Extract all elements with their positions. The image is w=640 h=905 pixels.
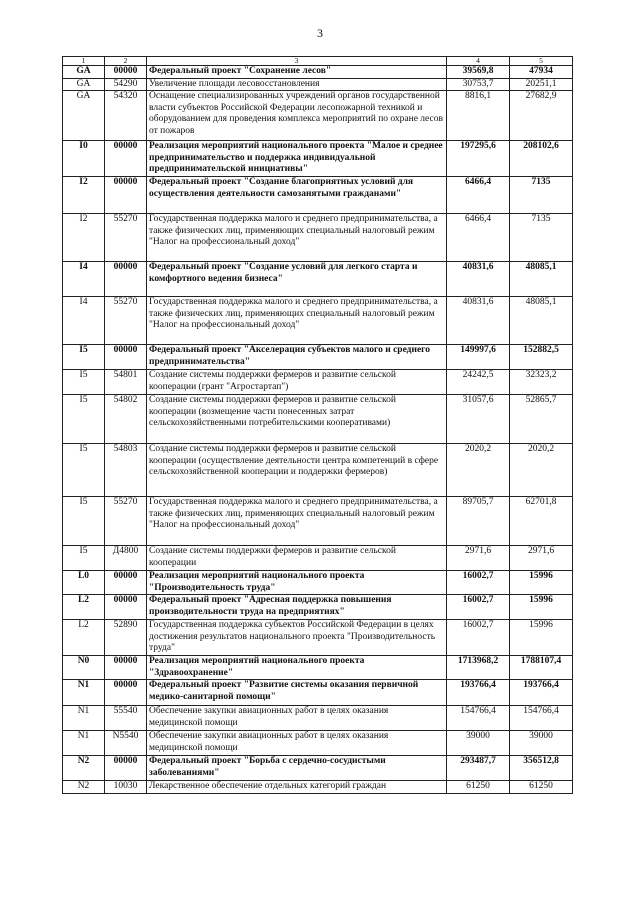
table-row (63, 66, 573, 79)
row-description: Создание системы поддержки фермеров и развитие сельской кооперации (возмещение части понесенных затрат сельскохозяйственными потребительскими кооперативами) (147, 394, 447, 443)
table-row (63, 496, 573, 545)
row-description: Создание системы поддержки фермеров и развитие сельской кооперации (грант "Агростартап") (147, 369, 447, 394)
row-code: I2 (63, 176, 105, 213)
row-value-2021: 89705,7 (447, 496, 510, 545)
table-row (63, 78, 573, 91)
table-row (63, 570, 573, 594)
row-value-2022: 152882,5 (510, 344, 573, 369)
page-number: 3 (317, 26, 323, 40)
row-code: N0 (63, 656, 105, 680)
table-row (63, 443, 573, 496)
row-value-2022: 61250 (510, 781, 573, 794)
row-value-2021: 6466,4 (447, 176, 510, 213)
row-code: I5 (63, 369, 105, 394)
row-description: Государственная поддержка малого и среднего предпринимательства, а также физических лиц, применяющих специальный налоговый режим "Налог на профессиональный доход" (147, 213, 447, 261)
row-value-2022: 27682,9 (510, 91, 573, 141)
row-value-2022: 1788107,4 (510, 656, 573, 680)
row-subcode: 55270 (105, 296, 147, 344)
row-value-2022: 356512,8 (510, 756, 573, 781)
row-description: Увеличение площади лесовосстановления (147, 78, 447, 91)
row-subcode: 00000 (105, 680, 147, 706)
row-code: N2 (63, 756, 105, 781)
row-subcode: 54290 (105, 78, 147, 91)
column-number: 2 (105, 57, 147, 66)
row-description: Обеспечение закупки авиационных работ в целях оказания медицинской помощи (147, 706, 447, 731)
row-subcode: 54320 (105, 91, 147, 141)
row-value-2021: 61250 (447, 781, 510, 794)
row-value-2021: 197295,6 (447, 141, 510, 177)
row-value-2022: 20251,1 (510, 78, 573, 91)
row-value-2021: 154766,4 (447, 706, 510, 731)
row-code: N1 (63, 706, 105, 731)
row-description: Федеральный проект "Адресная поддержка повышения производительности труда на предприятиях" (147, 595, 447, 620)
row-code: I5 (63, 344, 105, 369)
row-value-2021: 16002,7 (447, 595, 510, 620)
row-value-2022: 39000 (510, 731, 573, 756)
row-code: L2 (63, 595, 105, 620)
table-row (63, 261, 573, 296)
row-value-2021: 149997,6 (447, 344, 510, 369)
row-value-2021: 31057,6 (447, 394, 510, 443)
row-value-2022: 15996 (510, 620, 573, 656)
row-value-2021: 16002,7 (447, 620, 510, 656)
table-row (63, 731, 573, 756)
row-value-2022: 15996 (510, 570, 573, 594)
row-subcode: 00000 (105, 756, 147, 781)
row-value-2022: 47934 (510, 66, 573, 79)
table-row (63, 296, 573, 344)
row-value-2022: 7135 (510, 176, 573, 213)
row-subcode: 00000 (105, 344, 147, 369)
row-code: N1 (63, 731, 105, 756)
row-description: Создание системы поддержки фермеров и развитие сельской кооперации (осуществление деятельности центра компетенций в сфере сельскохозяйственной кооперации и поддержки фермеров) (147, 443, 447, 496)
row-subcode: 55540 (105, 706, 147, 731)
row-description: Федеральный проект "Сохранение лесов" (147, 66, 447, 79)
row-description: Государственная поддержка субъектов Российской Федерации в целях достижения результатов национального проекта "Производительность труда" (147, 620, 447, 656)
row-description: Государственная поддержка малого и среднего предпринимательства, а также физических лиц, применяющих специальный налоговый режим "Налог на профессиональный доход" (147, 296, 447, 344)
table-row (63, 91, 573, 141)
column-number: 4 (447, 57, 510, 66)
row-code: I4 (63, 296, 105, 344)
row-subcode: 00000 (105, 656, 147, 680)
row-value-2021: 2971,6 (447, 545, 510, 570)
table-row (63, 369, 573, 394)
row-code: N2 (63, 781, 105, 794)
row-code: L2 (63, 620, 105, 656)
column-number-row (63, 57, 573, 66)
row-description: Государственная поддержка малого и среднего предпринимательства, а также физических лиц, применяющих специальный налоговый режим "Налог на профессиональный доход" (147, 496, 447, 545)
row-subcode: N5540 (105, 731, 147, 756)
row-description: Федеральный проект "Создание благоприятных условий для осуществления деятельности самозанятыми гражданами" (147, 176, 447, 213)
row-description: Реализация мероприятий национального проекта "Производительность труда" (147, 570, 447, 594)
row-subcode: 00000 (105, 66, 147, 79)
row-description: Оснащение специализированных учреждений органов государственной власти субъектов Российской Федерации лесопожарной техникой и оборудованием для проведения комплекса мероприятий по охране лесов от пожаров (147, 91, 447, 141)
table-row (63, 620, 573, 656)
row-description: Федеральный проект "Борьба с сердечно-сосудистыми заболеваниями" (147, 756, 447, 781)
row-value-2021: 6466,4 (447, 213, 510, 261)
row-code: I0 (63, 141, 105, 177)
table-row (63, 394, 573, 443)
row-value-2022: 2020,2 (510, 443, 573, 496)
row-value-2021: 39569,8 (447, 66, 510, 79)
row-code: N1 (63, 680, 105, 706)
row-value-2021: 40831,6 (447, 261, 510, 296)
column-number: 5 (510, 57, 573, 66)
row-description: Реализация мероприятий национального проекта "Здравоохранение" (147, 656, 447, 680)
row-value-2021: 8816,1 (447, 91, 510, 141)
row-subcode: 54802 (105, 394, 147, 443)
row-description: Федеральный проект "Акселерация субъектов малого и среднего предпринимательства" (147, 344, 447, 369)
row-value-2021: 1713968,2 (447, 656, 510, 680)
row-subcode: 55270 (105, 496, 147, 545)
column-number: 3 (147, 57, 447, 66)
row-value-2022: 52865,7 (510, 394, 573, 443)
table-row (63, 756, 573, 781)
row-value-2022: 32323,2 (510, 369, 573, 394)
row-value-2021: 2020,2 (447, 443, 510, 496)
row-value-2022: 15996 (510, 595, 573, 620)
table-row (63, 595, 573, 620)
row-code: I5 (63, 394, 105, 443)
table-row (63, 656, 573, 680)
table-row (63, 141, 573, 177)
row-value-2022: 193766,4 (510, 680, 573, 706)
row-value-2021: 30753,7 (447, 78, 510, 91)
row-subcode: 54803 (105, 443, 147, 496)
table-row (63, 781, 573, 794)
row-code: I5 (63, 496, 105, 545)
row-subcode: 54801 (105, 369, 147, 394)
row-subcode: 55270 (105, 213, 147, 261)
row-code: GA (63, 91, 105, 141)
row-value-2021: 293487,7 (447, 756, 510, 781)
table-row (63, 706, 573, 731)
row-description: Лекарственное обеспечение отдельных категорий граждан (147, 781, 447, 794)
row-description: Создание системы поддержки фермеров и развитие сельской кооперации (147, 545, 447, 570)
row-subcode: Д4800 (105, 545, 147, 570)
row-value-2021: 24242,5 (447, 369, 510, 394)
row-description: Федеральный проект "Создание условий для легкого старта и комфортного ведения бизнеса" (147, 261, 447, 296)
row-value-2022: 62701,8 (510, 496, 573, 545)
row-value-2022: 154766,4 (510, 706, 573, 731)
row-value-2022: 7135 (510, 213, 573, 261)
row-code: I4 (63, 261, 105, 296)
column-number: 1 (63, 57, 105, 66)
row-subcode: 00000 (105, 595, 147, 620)
row-subcode: 00000 (105, 570, 147, 594)
row-code: L0 (63, 570, 105, 594)
row-value-2021: 39000 (447, 731, 510, 756)
table-row (63, 545, 573, 570)
row-value-2022: 208102,6 (510, 141, 573, 177)
table-row (63, 176, 573, 213)
row-code: I2 (63, 213, 105, 261)
row-value-2021: 193766,4 (447, 680, 510, 706)
row-value-2022: 2971,6 (510, 545, 573, 570)
row-value-2022: 48085,1 (510, 296, 573, 344)
table-row (63, 344, 573, 369)
budget-table (62, 56, 573, 794)
row-value-2021: 16002,7 (447, 570, 510, 594)
row-code: GA (63, 78, 105, 91)
row-description: Обеспечение закупки авиационных работ в целях оказания медицинской помощи (147, 731, 447, 756)
table-row (63, 680, 573, 706)
row-code: I5 (63, 545, 105, 570)
row-subcode: 00000 (105, 176, 147, 213)
table-row (63, 213, 573, 261)
row-subcode: 52890 (105, 620, 147, 656)
row-value-2021: 40831,6 (447, 296, 510, 344)
row-value-2022: 48085,1 (510, 261, 573, 296)
row-description: Реализация мероприятий национального проекта "Малое и среднее предпринимательство и поддержка индивидуальной предпринимательской инициативы" (147, 141, 447, 177)
row-subcode: 00000 (105, 261, 147, 296)
budget-table-body (63, 57, 573, 794)
row-code: GA (63, 66, 105, 79)
row-description: Федеральный проект "Развитие системы оказания первичной медико-санитарной помощи" (147, 680, 447, 706)
row-code: I5 (63, 443, 105, 496)
row-subcode: 00000 (105, 141, 147, 177)
row-subcode: 10030 (105, 781, 147, 794)
